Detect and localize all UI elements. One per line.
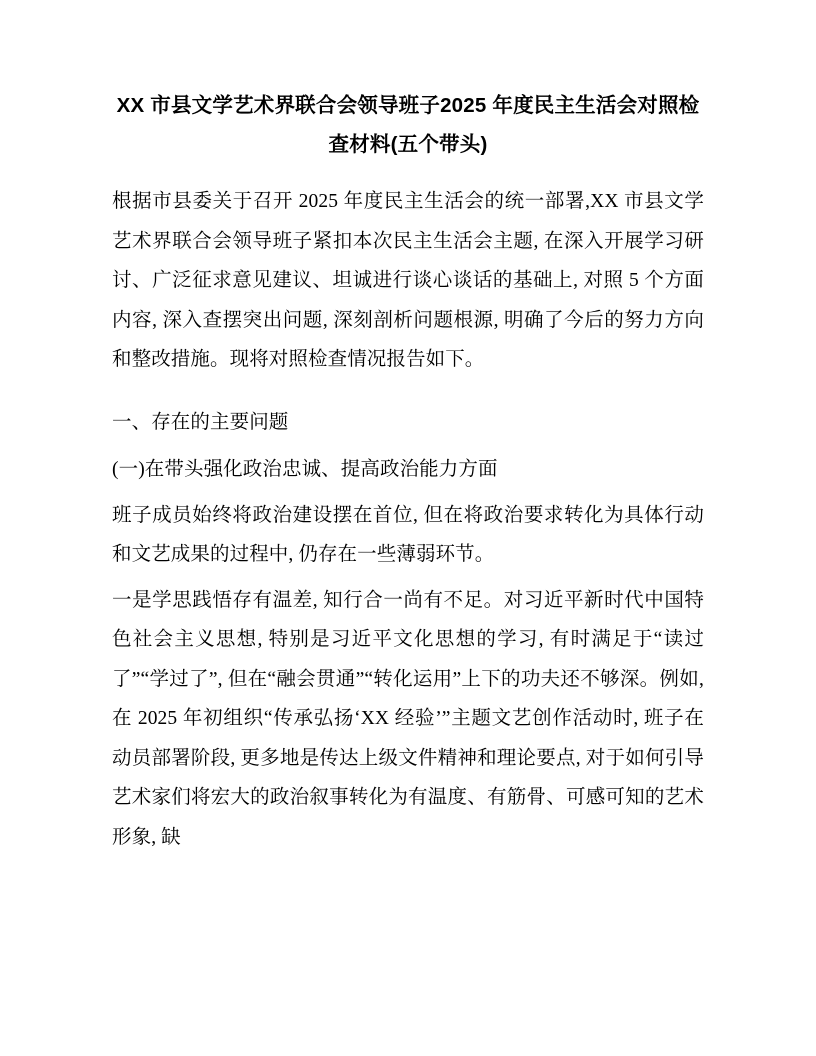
spacer xyxy=(112,386,704,393)
summary-paragraph: 班子成员始终将政治建设摆在首位, 但在将政治要求转化为具体行动和文艺成果的过程中, 仍存在一些薄弱环节。 xyxy=(112,504,704,565)
sub-heading: (一)在带头强化政治忠诚、提高政治能力方面 xyxy=(112,459,498,480)
intro-paragraph: 根据市县委关于召开 2025 年度民主生活会的统一部署,XX 市县文学艺术界联合会领导班子紧扣本次民主生活会主题, 在深入开展学习研讨、广泛征求意见建议、坦诚进行谈心谈话的基础上, 对照 5 个方面内容, 深入查摆突出问题, 深刻剖析问题根源, 明确了今后的努力方向和整改措施。现将对照检查情况报告如下。 xyxy=(112,191,704,370)
page-title: XX 市县文学艺术界联合会领导班子2025 年度民主生活会对照检查材料(五个带头) xyxy=(116,94,700,156)
section-heading: 一、存在的主要问题 xyxy=(112,411,289,433)
issue-paragraph-one: 一是学思践悟存有温差, 知行合一尚有不足。对习近平新时代中国特色社会主义思想, 特别是习近平文化思想的学习, 有时满足于“读过了”“学过了”, 但在“融会贯通”“转化运用”上下的功夫还不够深。例如, 在 2025 年初组织“传承弘扬‘XX 经验’”主题文艺创作活动时, 班子在动员部署阶段, 更多地是传达上级文件精神和理论要点, 对于如何引导艺术家们将宏大的政治叙事转化为有温度、有筋骨、可感可知的艺术形象, 缺 xyxy=(112,589,704,848)
